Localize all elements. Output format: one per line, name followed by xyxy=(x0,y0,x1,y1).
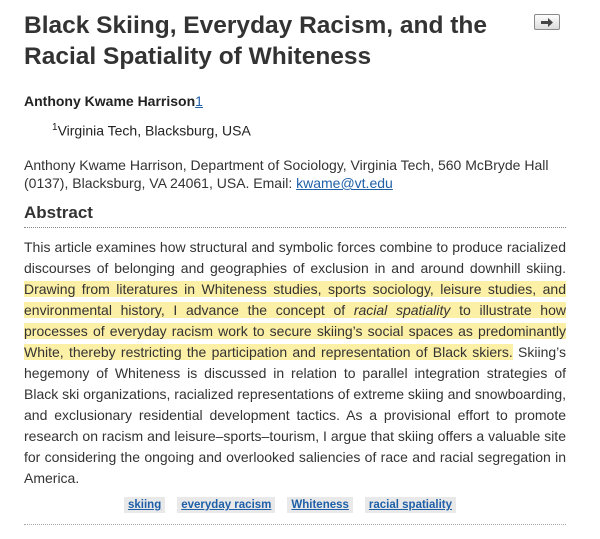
author-line xyxy=(24,93,203,109)
keyword-skiing[interactable]: skiing xyxy=(124,497,165,513)
abstract-highlight-emphasis: racial spatiality xyxy=(353,302,451,318)
keyword-whiteness[interactable]: Whiteness xyxy=(287,497,353,513)
keyword-list xyxy=(124,497,456,513)
email-link[interactable]: kwame@vt.edu xyxy=(296,175,393,191)
affiliation-sup: 1 xyxy=(52,122,58,133)
bottom-divider xyxy=(24,524,566,525)
abstract-part2: Skiing’s hegemony of Whiteness is discussed in relation to parallel integration strategies of Black ski organizations, racialized representations of extreme skiing and snowboarding, and exclusionary residential development tactics. As a provisional effort to promote research on racism and leisure–sports–tourism, I argue that skiing offers a valuable site for considering the ongoing and overlooked saliencies of race and racial segregation in America. xyxy=(24,344,566,486)
abstract-highlight-b: to illustrate how processes of everyday racism work to secure skiing’s social spaces as predominantly White, thereby restricting the participation and representation of Black skiers. xyxy=(24,302,566,360)
affiliation-text: Virginia Tech, Blacksburg, USA xyxy=(57,122,251,139)
affiliation-link[interactable]: 1 xyxy=(195,93,203,109)
abstract-heading: Abstract xyxy=(24,203,566,228)
affiliation xyxy=(52,122,251,139)
keyword-everyday-racism[interactable]: everyday racism xyxy=(177,497,275,513)
abstract-highlight xyxy=(24,281,566,360)
keyword-racial-spatiality[interactable]: racial spatiality xyxy=(365,497,456,513)
contact-info xyxy=(24,156,572,192)
expand-button[interactable] xyxy=(534,14,560,30)
contact-text: Anthony Kwame Harrison, Department of Sociology, Virginia Tech, 560 McBryde Hall (0137), Blacksburg, VA 24061, USA. Email: xyxy=(24,157,549,191)
abstract-highlight-a: Drawing from literatures in Whiteness studies, sports sociology, leisure studies, and environmental history, I advance the concept of xyxy=(24,281,566,318)
abstract-body xyxy=(24,237,566,489)
author-name: Anthony Kwame Harrison xyxy=(24,93,196,109)
expand-arrow-icon xyxy=(540,18,554,27)
article-title: Black Skiing, Everyday Racism, and the Racial Spatiality of Whiteness xyxy=(24,12,487,70)
abstract-part1: This article examines how structural and symbolic forces combine to produce racialized discourses of belonging and geographies of exclusion in and around downhill skiing. xyxy=(24,239,566,276)
